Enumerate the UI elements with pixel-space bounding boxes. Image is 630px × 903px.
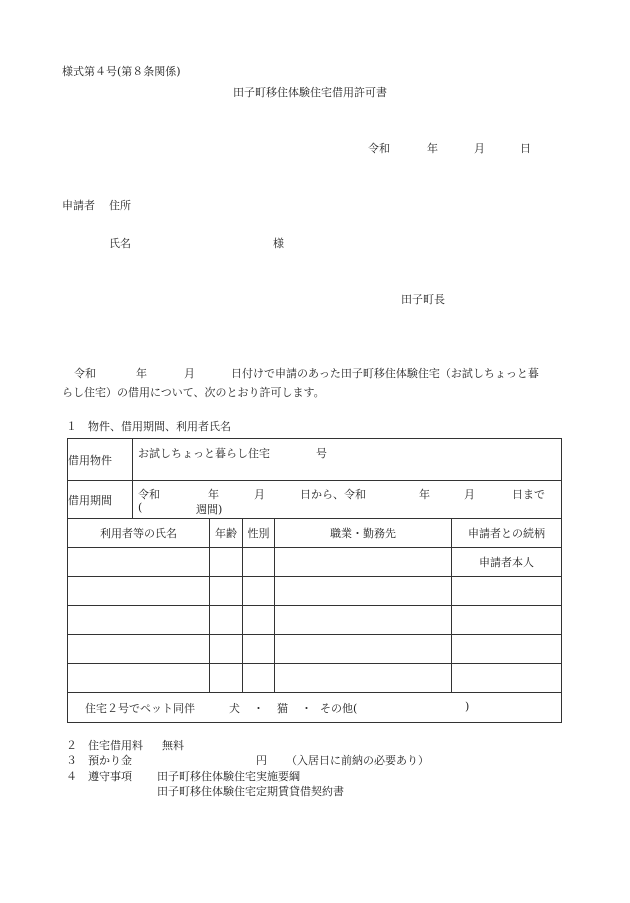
- section4-item: 田子町移住体験住宅実施要綱: [157, 770, 300, 783]
- date-month: 月: [474, 142, 485, 155]
- body-month: 月: [184, 367, 195, 380]
- occupant-name-cell: [68, 606, 210, 635]
- pet-row: [68, 693, 562, 723]
- occupant-age-cell: [210, 635, 243, 664]
- section4-item: 田子町移住体験住宅定期賃貸借契約書: [157, 785, 344, 798]
- pet-close: ): [465, 700, 470, 713]
- period-weeks-close: 週間): [196, 503, 223, 516]
- section3-label: ３ 預かり金: [66, 754, 132, 767]
- occupant-relation-cell: 申請者本人: [452, 548, 562, 577]
- pet-cat: 猫: [277, 702, 288, 715]
- pet-cell: [68, 693, 562, 723]
- occupant-gender-cell: [243, 548, 275, 577]
- table-row: [68, 664, 562, 693]
- form-number: 様式第４号(第８条関係): [62, 65, 181, 78]
- pet-other: その他(: [320, 702, 358, 715]
- period-year-start: 年: [208, 488, 219, 501]
- property-label: 借用物件: [68, 439, 133, 481]
- body-era: 令和: [74, 367, 96, 380]
- occupant-relation-cell: [452, 606, 562, 635]
- occupant-gender-cell: [243, 635, 275, 664]
- period-era-start: 令和: [138, 488, 160, 501]
- occupant-occupation-cell: [275, 606, 452, 635]
- date-day: 日: [520, 142, 531, 155]
- period-label: 借用期間: [68, 481, 133, 519]
- occupant-name-cell: [68, 548, 210, 577]
- section4-label: ４ 遵守事項: [66, 770, 132, 783]
- date-era: 令和: [368, 142, 390, 155]
- occupant-age-cell: [210, 548, 243, 577]
- pet-separator-1: ・: [253, 702, 264, 715]
- period-day-start: 日から、令和: [300, 488, 366, 501]
- occupant-relation-cell: [452, 577, 562, 606]
- document-title: 田子町移住体験住宅借用許可書: [233, 86, 387, 99]
- pet-separator-2: ・: [301, 702, 312, 715]
- occupant-relation-cell: [452, 635, 562, 664]
- permit-table: [67, 438, 562, 723]
- occupant-gender-cell: [243, 577, 275, 606]
- pet-dog: 犬: [229, 702, 240, 715]
- period-row: [68, 481, 562, 519]
- occupant-name-cell: [68, 577, 210, 606]
- period-year-end: 年: [419, 488, 430, 501]
- applicant-heading: 申請者: [62, 199, 95, 212]
- period-month-start: 月: [254, 488, 265, 501]
- section2-value: 無料: [162, 739, 184, 752]
- occupant-gender-cell: [243, 606, 275, 635]
- occupants-header-row: [68, 519, 562, 548]
- occupant-occupation-cell: [275, 577, 452, 606]
- body-year: 年: [136, 367, 147, 380]
- property-value-cell: [133, 439, 562, 481]
- period-month-end: 月: [464, 488, 475, 501]
- applicant-address-label: 住所: [109, 199, 131, 212]
- occupant-age-cell: [210, 577, 243, 606]
- table-row: [68, 548, 562, 577]
- applicant-name-label: 氏名: [109, 237, 131, 250]
- section3-unit: 円: [256, 754, 267, 767]
- period-weeks-open: (: [138, 501, 143, 514]
- table-row: [68, 635, 562, 664]
- date-year: 年: [427, 142, 438, 155]
- occupant-relation-cell: [452, 664, 562, 693]
- property-value: お試しちょっと暮らし住宅: [138, 447, 270, 460]
- occupant-occupation-cell: [275, 548, 452, 577]
- body-line2: らし住宅）の借用について、次のとおり許可します。: [62, 386, 325, 399]
- body-line1-rest: 日付けで申請のあった田子町移住体験住宅（お試しちょっと暮: [231, 367, 539, 380]
- period-value-cell: [133, 481, 562, 519]
- occupant-age-cell: [210, 606, 243, 635]
- occupant-age-cell: [210, 664, 243, 693]
- header-occupation: 職業・勤務先: [275, 519, 452, 548]
- header-age: 年齢: [210, 519, 243, 548]
- issuer: 田子町長: [401, 293, 445, 306]
- occupant-occupation-cell: [275, 635, 452, 664]
- occupant-gender-cell: [243, 664, 275, 693]
- period-day-end: 日まで: [512, 488, 545, 501]
- section3-note: （入居日に前納の必要あり）: [286, 754, 429, 767]
- section1-heading: １ 物件、借用期間、利用者氏名: [66, 420, 231, 433]
- table-row: [68, 577, 562, 606]
- table-row: [68, 606, 562, 635]
- header-relation: 申請者との続柄: [452, 519, 562, 548]
- pet-lead: 住宅２号でペット同伴: [85, 702, 195, 715]
- header-gender: 性別: [243, 519, 275, 548]
- header-name: 利用者等の氏名: [68, 519, 210, 548]
- property-row: [68, 439, 562, 481]
- section2-label: ２ 住宅借用料: [66, 739, 143, 752]
- property-number-suffix: 号: [316, 447, 327, 460]
- occupant-occupation-cell: [275, 664, 452, 693]
- occupant-name-cell: [68, 635, 210, 664]
- applicant-honorific: 様: [273, 237, 284, 250]
- occupant-name-cell: [68, 664, 210, 693]
